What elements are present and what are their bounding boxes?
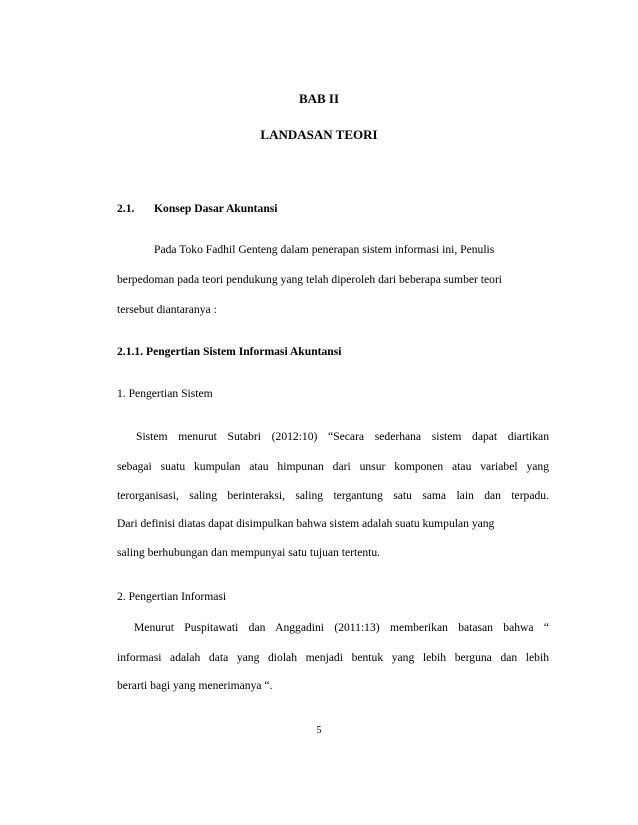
paragraph-line: saling berhubungan dan mempunyai satu tujuan tertentu. — [117, 546, 381, 559]
section-title: Konsep Dasar Akuntansi — [154, 202, 278, 215]
intro-line: Pada Toko Fadhil Genteng dalam penerapan sistem informasi ini, Penulis — [154, 243, 495, 256]
paragraph-line: terorganisasi, saling berinteraksi, saling tergantung satu sama lain dan terpadu. — [117, 489, 549, 502]
page-number: 5 — [316, 725, 322, 736]
paragraph-line: Dari definisi diatas dapat disimpulkan bahwa sistem adalah suatu kumpulan yang — [117, 517, 495, 530]
intro-line: berpedoman pada teori pendukung yang telah diperoleh dari beberapa sumber teori — [117, 273, 503, 286]
intro-line: tersebut diantaranya : — [117, 303, 217, 316]
item-heading: 1. Pengertian Sistem — [117, 387, 213, 400]
section-number: 2.1. — [117, 202, 135, 215]
subsection-title: 2.1.1. Pengertian Sistem Informasi Akuntansi — [117, 345, 342, 358]
paragraph-line: informasi adalah data yang diolah menjadi bentuk yang lebih berguna dan lebih — [117, 651, 549, 664]
chapter-number: BAB II — [298, 91, 340, 106]
paragraph-line: Menurut Puspitawati dan Anggadini (2011:13) memberikan batasan bahwa “ — [134, 621, 549, 634]
chapter-title: LANDASAN TEORI — [260, 127, 378, 142]
paragraph-line: berarti bagi yang menerimanya “. — [117, 679, 273, 692]
paragraph-line: sebagai suatu kumpulan atau himpunan dari unsur komponen atau variabel yang — [117, 460, 549, 473]
paragraph-line: Sistem menurut Sutabri (2012:10) “Secara sederhana sistem dapat diartikan — [136, 430, 549, 443]
item-heading: 2. Pengertian Informasi — [117, 590, 227, 603]
